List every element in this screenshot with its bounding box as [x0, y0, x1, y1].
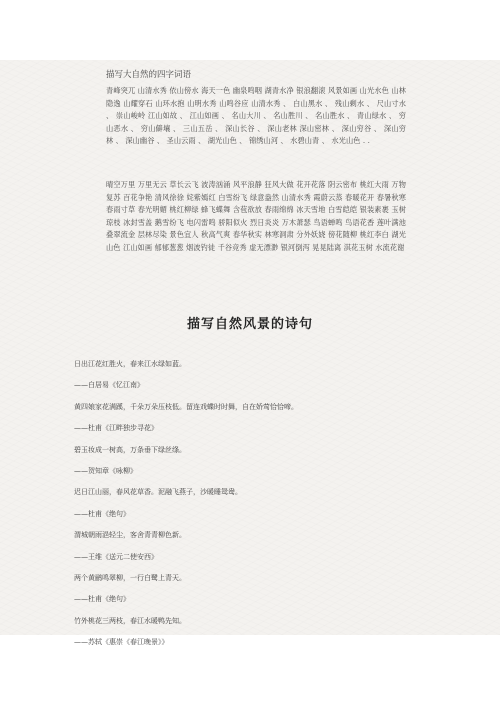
poem-attribution: ——杜甫《江畔独步寻花》 — [74, 424, 158, 433]
poem-attribution: ——杜甫《绝句》 — [74, 509, 130, 518]
poem-attribution: ——王维《送元二使安西》 — [74, 552, 158, 561]
poem-list — [74, 358, 434, 657]
poem-line: 日出江花红胜火，春来江水绿如蓝。 — [74, 360, 186, 368]
section-title-idioms: 描写大自然的四字词语 — [106, 70, 192, 80]
poem-line: 碧玉妆成一树高，万条垂下绿丝绦。 — [74, 445, 186, 454]
idiom-list-2: 晴空万里 万里无云 草长云飞 波涛汹涌 风平浪静 狂风大做 花开花落 阴云密布 桃红大雨 万物复苏 百花争艳 清风徐徐 姹紫嫣红 白雪纷飞 绿意盎然 山清水秀 霞蔚云蒸 春暖花开 春暑秋寒 春雨寸草 春光明媚 桃红柳绿 蜂飞蝶舞 含苞欲放 春雨绵绵 冰天雪地 白雪皑皑 银装素裹 玉树琼枝 冰封雪盖 鹅雪纷飞 电闪雷鸣 骄阳似火 烈日炎炎 万木萧瑟 鸟语蝉鸣 鸟语花香 莲叶满池 叠翠流金 层林尽染 景色宜人 秋高气爽 春华秋实 林寒洞肃 分外妖娆 傍花随柳 桃红李白 湖光山色 江山如画 郁郁葱葱 烟波钓徒 千谷竞秀 虚无漂渺 银河倒泻 晃晃陆离 淇花玉树 水流花谢 — [106, 180, 406, 252]
poem-line: 黄四娘家花满蹊，千朵万朵压枝低。留连戏蝶时时舞，自在娇莺恰恰啼。 — [74, 402, 298, 411]
section-title-poems: 描写自然风景的诗句 — [186, 317, 313, 332]
poem-attribution: ——贺知章《咏柳》 — [74, 466, 137, 475]
poem-attribution: ——苏轼《惠崇《春江晚景》》 — [74, 638, 169, 647]
poem-attribution: ——白居易《忆江南》 — [74, 381, 144, 390]
poem-attribution: ——杜甫《绝句》 — [74, 595, 130, 604]
poem-line: 渭城朝雨浥轻尘，客舍青青柳色新。 — [74, 531, 186, 540]
poem-line: 两个黄鹂鸣翠柳，一行白鹭上青天。 — [74, 573, 186, 582]
poem-line: 迟日江山丽，春风花草香。泥融飞燕子，沙暖睡鸳鸯。 — [74, 488, 242, 497]
poem-line: 竹外桃花三两枝，春江水暖鸭先知。 — [74, 616, 186, 625]
idiom-list-1: 青峰突兀 山清水秀 依山傍水 海天一色 幽泉鸣咽 湖青水净 银浪翻滚 风景如画 山光水色 山林隐逸 山耀穿石 山环水抱 山明水秀 山鸣谷应 山清水秀 、 白山黑水 、 残山剩水 、 尺山寸水 、 崇山峻岭 江山如故 、 江山如画 、 名山大川 、 名山胜川 、 名山胜水 、 青山绿水 、 穷山恶水 、 穷山僻壤 、 三山五岳 、 深山长谷 、 深山老林 深山密林 、 深山穷谷 、 深山穷林 、 深山幽谷 、 圣山云雨 、 湖光山色 、 锦绣山河 、 水碧山青 、 水光山色 . . — [106, 86, 406, 145]
